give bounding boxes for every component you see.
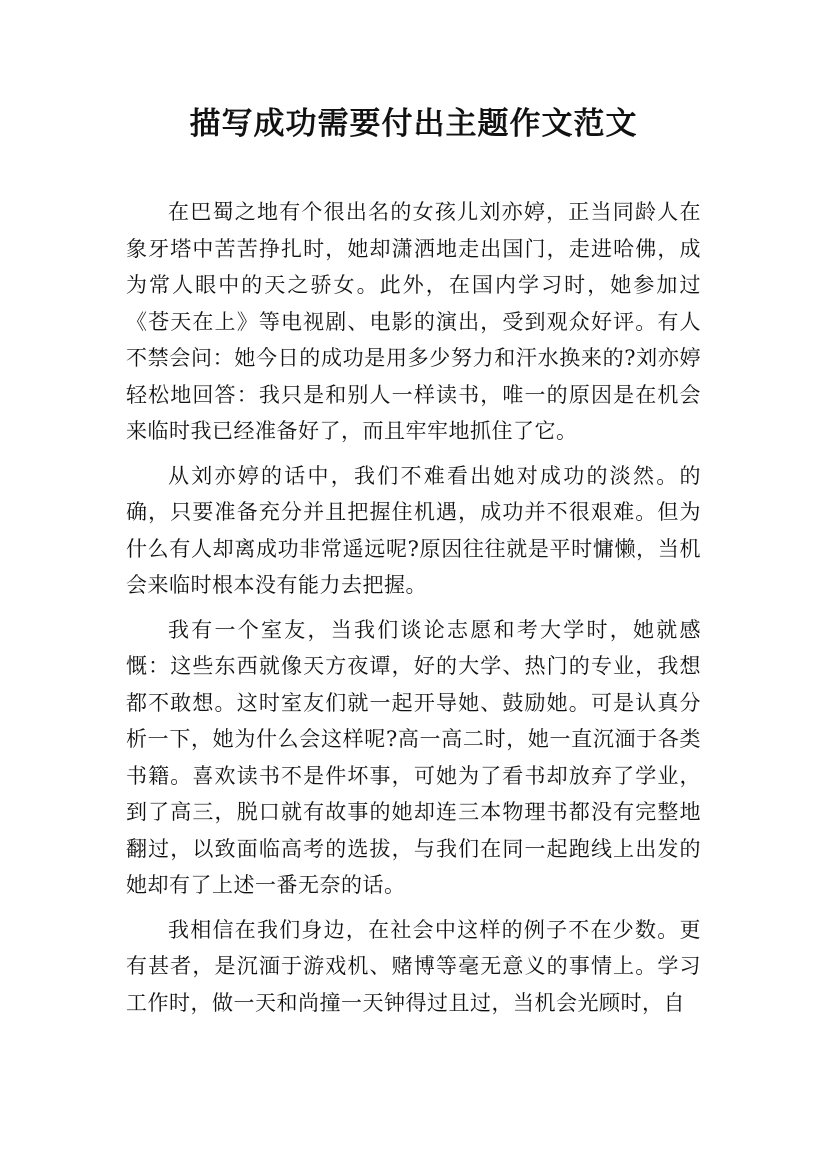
paragraph-1: 在巴蜀之地有个很出名的女孩儿刘亦婷，正当同龄人在象牙塔中苦苦挣扎时，她却潇洒地走出国门，走进哈佛，成为常人眼中的天之骄女。此外，在国内学习时，她参加过《苍天在上》等电视剧、电影的演出，受到观众好评。有人不禁会问：她今日的成功是用多少努力和汗水换来的?刘亦婷轻松地回答：我只是和别人一样读书，唯一的原因是在机会来临时我已经准备好了，而且牢牢地抓住了它。 [126,200,701,443]
document-body [126,194,701,1029]
paragraph-2: 从刘亦婷的话中，我们不难看出她对成功的淡然。的确，只要准备充分并且把握住机遇，成功并不很艰难。但为什么有人却离成功非常遥远呢?原因往往就是平时慵懒，当机会来临时根本没有能力去把握。 [126,463,701,597]
paragraph-3: 我有一个室友，当我们谈论志愿和考大学时，她就感慨：这些东西就像天方夜谭，好的大学、热门的专业，我想都不敢想。这时室友们就一起开导她、鼓励她。可是认真分析一下，她为什么会这样呢?高一高二时，她一直沉湎于各类书籍。喜欢读书不是件坏事，可她为了看书却放弃了学业，到了高三，脱口就有故事的她却连三本物理书都没有完整地翻过，以致面临高考的选拔，与我们在同一起跑线上出发的她却有了上述一番无奈的话。 [126,617,701,897]
paragraph-4: 我相信在我们身边，在社会中这样的例子不在少数。更有甚者，是沉湎于游戏机、赌博等毫无意义的事情上。学习工作时，做一天和尚撞一天钟得过且过，当机会光顾时，自 [126,917,701,1015]
document-title: 描写成功需要付出主题作文范文 [189,106,638,142]
